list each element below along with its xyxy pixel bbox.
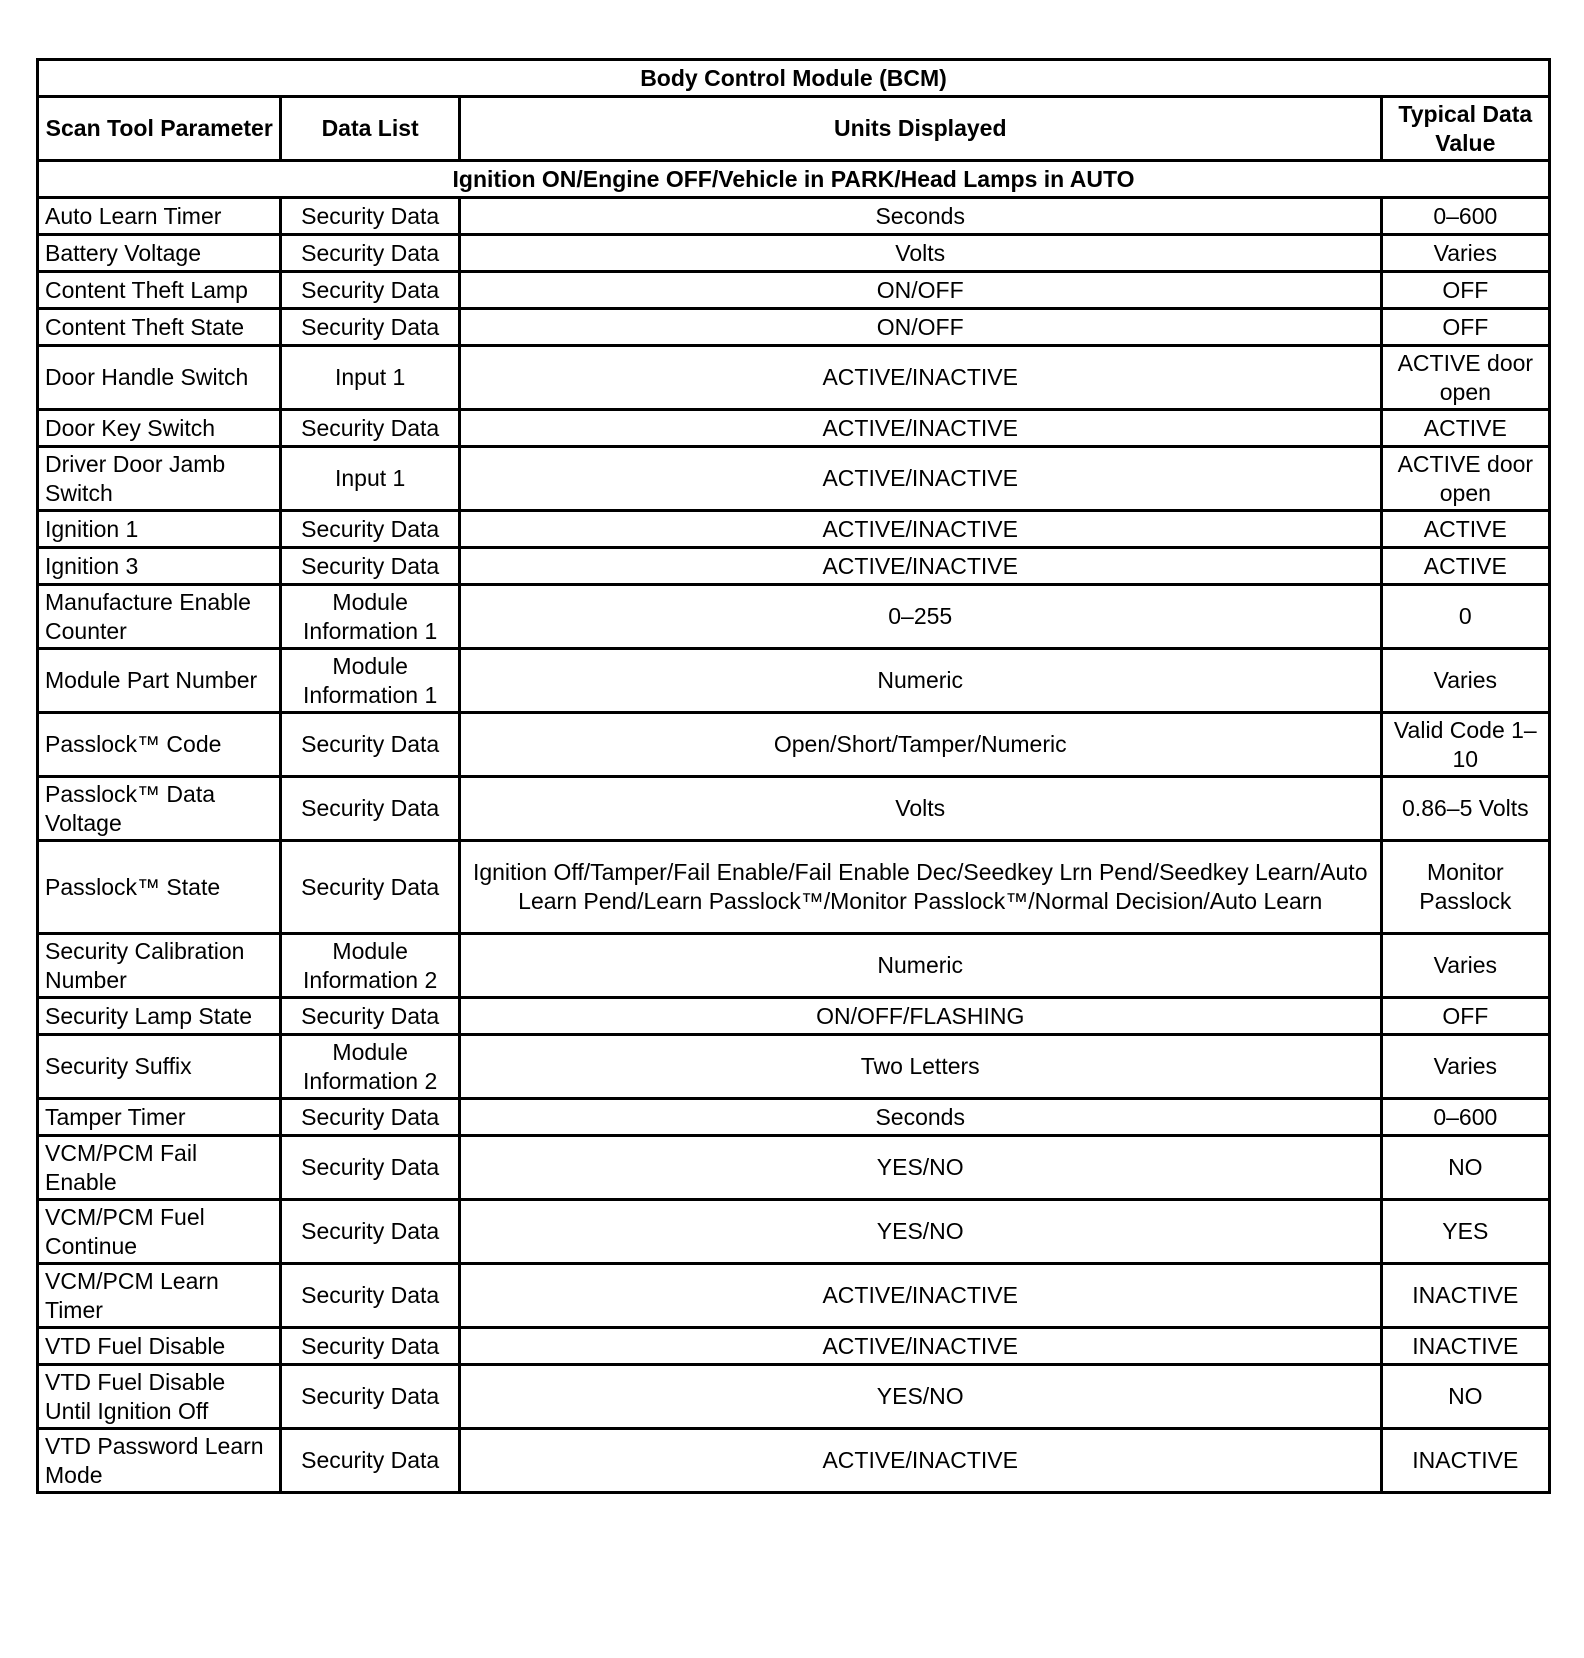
header-row [38, 97, 1550, 161]
units-cell: ACTIVE/INACTIVE [459, 346, 1381, 410]
table-row [38, 777, 1550, 841]
data-list-cell: Input 1 [281, 346, 459, 410]
parameter-cell: VTD Password Learn Mode [38, 1429, 281, 1493]
parameter-cell: VTD Fuel Disable Until Ignition Off [38, 1365, 281, 1429]
units-cell: ACTIVE/INACTIVE [459, 1328, 1381, 1365]
units-cell: 0–255 [459, 585, 1381, 649]
typical-value-cell: ACTIVE [1381, 410, 1549, 447]
parameter-cell: Tamper Timer [38, 1099, 281, 1136]
data-list-cell: Security Data [281, 1365, 459, 1429]
typical-value-cell: 0–600 [1381, 1099, 1549, 1136]
table-row [38, 841, 1550, 934]
units-cell: ACTIVE/INACTIVE [459, 548, 1381, 585]
table-row [38, 1200, 1550, 1264]
units-cell: YES/NO [459, 1365, 1381, 1429]
table-row [38, 1365, 1550, 1429]
parameter-cell: Driver Door Jamb Switch [38, 447, 281, 511]
data-list-cell: Security Data [281, 1264, 459, 1328]
units-cell: ACTIVE/INACTIVE [459, 511, 1381, 548]
data-list-cell: Module Information 2 [281, 934, 459, 998]
units-cell: Numeric [459, 649, 1381, 713]
parameter-cell: VCM/PCM Fail Enable [38, 1136, 281, 1200]
data-list-cell: Security Data [281, 198, 459, 235]
parameter-cell: Manufacture Enable Counter [38, 585, 281, 649]
table-title: Body Control Module (BCM) [38, 60, 1550, 97]
parameter-cell: Battery Voltage [38, 235, 281, 272]
title-row [38, 60, 1550, 97]
data-list-cell: Security Data [281, 410, 459, 447]
parameter-cell: Door Key Switch [38, 410, 281, 447]
table-row [38, 198, 1550, 235]
parameter-cell: Ignition 1 [38, 511, 281, 548]
units-cell: YES/NO [459, 1200, 1381, 1264]
table-row [38, 548, 1550, 585]
typical-value-cell: NO [1381, 1365, 1549, 1429]
typical-value-cell: Varies [1381, 235, 1549, 272]
parameter-cell: Security Lamp State [38, 998, 281, 1035]
parameter-cell: VTD Fuel Disable [38, 1328, 281, 1365]
parameter-cell: Module Part Number [38, 649, 281, 713]
table-row [38, 346, 1550, 410]
table-row [38, 410, 1550, 447]
units-cell: Volts [459, 777, 1381, 841]
parameter-cell: Door Handle Switch [38, 346, 281, 410]
table-row [38, 235, 1550, 272]
data-list-cell: Security Data [281, 1328, 459, 1365]
data-list-cell: Security Data [281, 309, 459, 346]
parameter-cell: Content Theft State [38, 309, 281, 346]
data-list-cell: Security Data [281, 548, 459, 585]
typical-value-cell: YES [1381, 1200, 1549, 1264]
parameter-cell: VCM/PCM Learn Timer [38, 1264, 281, 1328]
parameter-cell: Content Theft Lamp [38, 272, 281, 309]
units-cell: ON/OFF/FLASHING [459, 998, 1381, 1035]
typical-value-cell: Monitor Passlock [1381, 841, 1549, 934]
typical-value-cell: OFF [1381, 309, 1549, 346]
units-cell: ACTIVE/INACTIVE [459, 1264, 1381, 1328]
table-row [38, 934, 1550, 998]
data-list-cell: Security Data [281, 998, 459, 1035]
parameter-cell: Security Suffix [38, 1035, 281, 1099]
typical-value-cell: ACTIVE door open [1381, 447, 1549, 511]
data-list-cell: Security Data [281, 1429, 459, 1493]
units-cell: Ignition Off/Tamper/Fail Enable/Fail Enable Dec/Seedkey Lrn Pend/Seedkey Learn/Auto Learn Pend/Learn Passlock™/Monitor Passlock™/Normal Decision/Auto Learn [459, 841, 1381, 934]
data-list-cell: Module Information 1 [281, 585, 459, 649]
typical-value-cell: ACTIVE [1381, 511, 1549, 548]
data-list-cell: Module Information 1 [281, 649, 459, 713]
data-list-cell: Security Data [281, 713, 459, 777]
units-cell: ACTIVE/INACTIVE [459, 410, 1381, 447]
table-row [38, 309, 1550, 346]
data-list-cell: Module Information 2 [281, 1035, 459, 1099]
data-list-cell: Security Data [281, 841, 459, 934]
typical-value-cell: 0.86–5 Volts [1381, 777, 1549, 841]
parameter-cell: Auto Learn Timer [38, 198, 281, 235]
table-row [38, 585, 1550, 649]
typical-value-cell: Varies [1381, 1035, 1549, 1099]
header-data-list: Data List [281, 97, 459, 161]
parameter-cell: VCM/PCM Fuel Continue [38, 1200, 281, 1264]
typical-value-cell: Valid Code 1–10 [1381, 713, 1549, 777]
data-list-cell: Security Data [281, 1099, 459, 1136]
data-list-cell: Security Data [281, 272, 459, 309]
units-cell: ON/OFF [459, 309, 1381, 346]
typical-value-cell: 0 [1381, 585, 1549, 649]
header-units-displayed: Units Displayed [459, 97, 1381, 161]
table-row [38, 272, 1550, 309]
data-list-cell: Security Data [281, 777, 459, 841]
table-row [38, 713, 1550, 777]
typical-value-cell: NO [1381, 1136, 1549, 1200]
typical-value-cell: 0–600 [1381, 198, 1549, 235]
typical-value-cell: INACTIVE [1381, 1328, 1549, 1365]
parameter-cell: Passlock™ State [38, 841, 281, 934]
table-row [38, 447, 1550, 511]
data-list-cell: Security Data [281, 1136, 459, 1200]
typical-value-cell: Varies [1381, 934, 1549, 998]
table-row [38, 998, 1550, 1035]
data-list-cell: Security Data [281, 235, 459, 272]
table-row [38, 1035, 1550, 1099]
units-cell: ON/OFF [459, 272, 1381, 309]
units-cell: Open/Short/Tamper/Numeric [459, 713, 1381, 777]
data-list-cell: Input 1 [281, 447, 459, 511]
units-cell: ACTIVE/INACTIVE [459, 447, 1381, 511]
table-row [38, 1328, 1550, 1365]
units-cell: Volts [459, 235, 1381, 272]
header-typical-data-value: Typical Data Value [1381, 97, 1549, 161]
parameter-cell: Passlock™ Data Voltage [38, 777, 281, 841]
bcm-data-table [36, 58, 1551, 1494]
data-list-cell: Security Data [281, 511, 459, 548]
typical-value-cell: ACTIVE [1381, 548, 1549, 585]
data-list-cell: Security Data [281, 1200, 459, 1264]
parameter-cell: Security Calibration Number [38, 934, 281, 998]
units-cell: Numeric [459, 934, 1381, 998]
units-cell: ACTIVE/INACTIVE [459, 1429, 1381, 1493]
table-row [38, 1099, 1550, 1136]
table-row [38, 649, 1550, 713]
table-row [38, 1264, 1550, 1328]
table-row [38, 1429, 1550, 1493]
typical-value-cell: Varies [1381, 649, 1549, 713]
condition-row [38, 161, 1550, 198]
parameter-cell: Passlock™ Code [38, 713, 281, 777]
typical-value-cell: INACTIVE [1381, 1264, 1549, 1328]
units-cell: YES/NO [459, 1136, 1381, 1200]
typical-value-cell: OFF [1381, 272, 1549, 309]
units-cell: Seconds [459, 1099, 1381, 1136]
typical-value-cell: OFF [1381, 998, 1549, 1035]
table-row [38, 511, 1550, 548]
typical-value-cell: INACTIVE [1381, 1429, 1549, 1493]
units-cell: Seconds [459, 198, 1381, 235]
table-row [38, 1136, 1550, 1200]
parameter-cell: Ignition 3 [38, 548, 281, 585]
header-scan-tool-parameter: Scan Tool Parameter [38, 97, 281, 161]
units-cell: Two Letters [459, 1035, 1381, 1099]
typical-value-cell: ACTIVE door open [1381, 346, 1549, 410]
condition-label: Ignition ON/Engine OFF/Vehicle in PARK/Head Lamps in AUTO [38, 161, 1550, 198]
